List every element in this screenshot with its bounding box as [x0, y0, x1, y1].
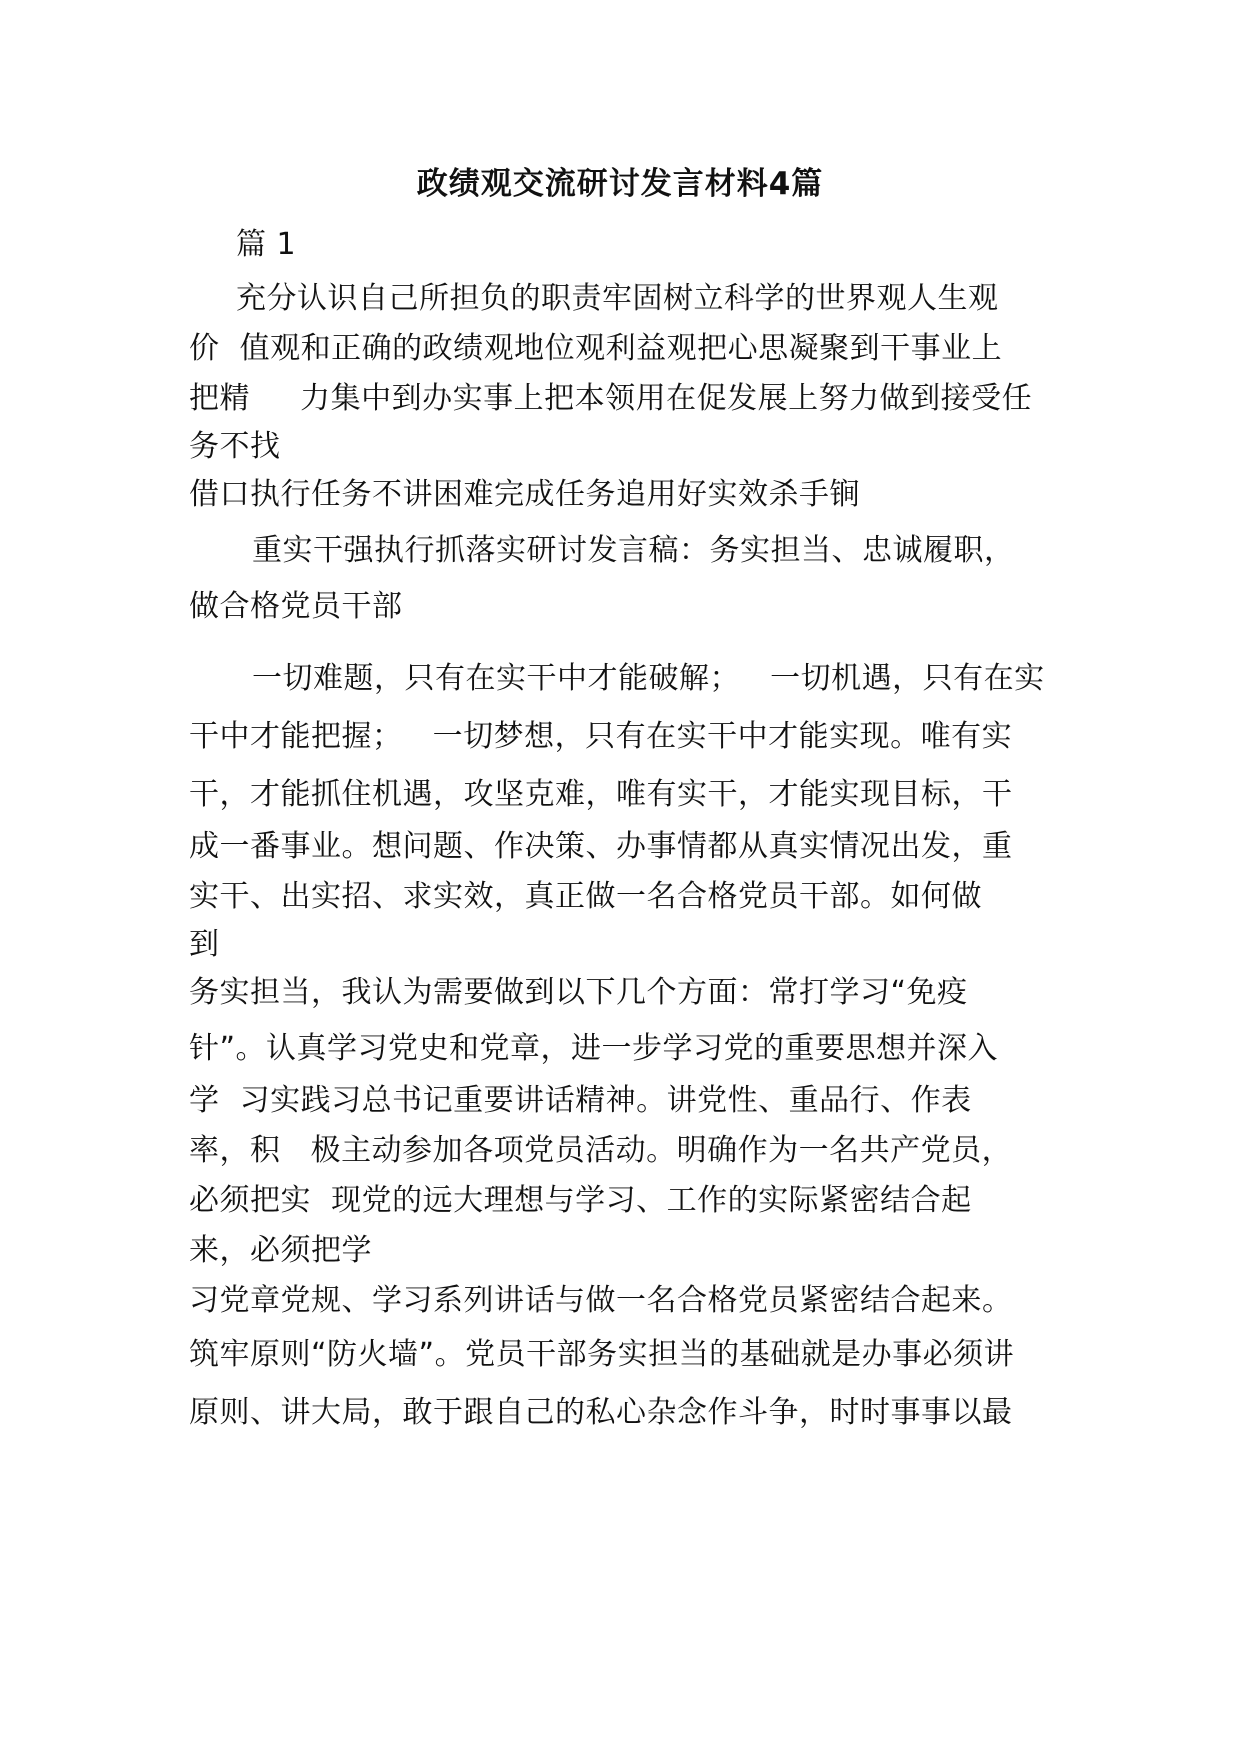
text-line: 筑牢原则“防火墙”。党员干部务实担当的基础就是办事必须讲 [189, 1337, 1015, 1372]
text-line: 一切难题，只有在实干中才能破解； 一切机遇，只有在实 [252, 661, 1045, 696]
text-line: 实干、出实招、求实效，真正做一名合格党员干部。如何做 [189, 879, 982, 914]
text-line: 必须把实 现党的远大理想与学习、工作的实际紧密结合起 [189, 1183, 972, 1218]
text-line: 成一番事业。想问题、作决策、办事情都从真实情况出发，重 [189, 829, 1013, 864]
text-line: 学 习实践习总书记重要讲话精神。讲党性、重品行、作表 [189, 1083, 972, 1118]
text-line: 习党章党规、学习系列讲话与做一名合格党员紧密结合起来。 [189, 1283, 1013, 1318]
text-line: 率，积 极主动参加各项党员活动。明确作为一名共产党员， [189, 1133, 1013, 1168]
text-line: 到 [189, 927, 220, 962]
text-line: 原则、讲大局，敢于跟自己的私心杂念作斗争，时时事事以最 [189, 1395, 1013, 1430]
text-line: 充分认识自己所担负的职责牢固树立科学的世界观人生观 [236, 281, 999, 316]
document-title: 政绩观交流研讨发言材料4篇 [416, 166, 824, 202]
text-line: 干，才能抓住机遇，攻坚克难，唯有实干，才能实现目标，干 [189, 777, 1013, 812]
text-line: 重实干强执行抓落实研讨发言稿：务实担当、忠诚履职， [252, 533, 1015, 568]
text-line: 针”。认真学习党史和党章，进一步学习党的重要思想并深入 [189, 1031, 999, 1066]
text-line: 价 值观和正确的政绩观地位观利益观把心思凝聚到干事业上 [189, 331, 1003, 366]
text-line: 把精 力集中到办实事上把本领用在促发展上努力做到接受任 [189, 381, 1033, 416]
section-heading: 篇 1 [236, 227, 297, 262]
text-line: 做合格党员干部 [189, 589, 403, 624]
text-line: 务实担当，我认为需要做到以下几个方面：常打学习“免疫 [189, 975, 968, 1010]
text-line: 借口执行任务不讲困难完成任务追用好实效杀手锏 [189, 477, 860, 512]
text-line: 来，必须把学 [189, 1233, 372, 1268]
text-line: 干中才能把握； 一切梦想，只有在实干中才能实现。唯有实 [189, 719, 1013, 754]
text-line: 务不找 [189, 429, 281, 464]
